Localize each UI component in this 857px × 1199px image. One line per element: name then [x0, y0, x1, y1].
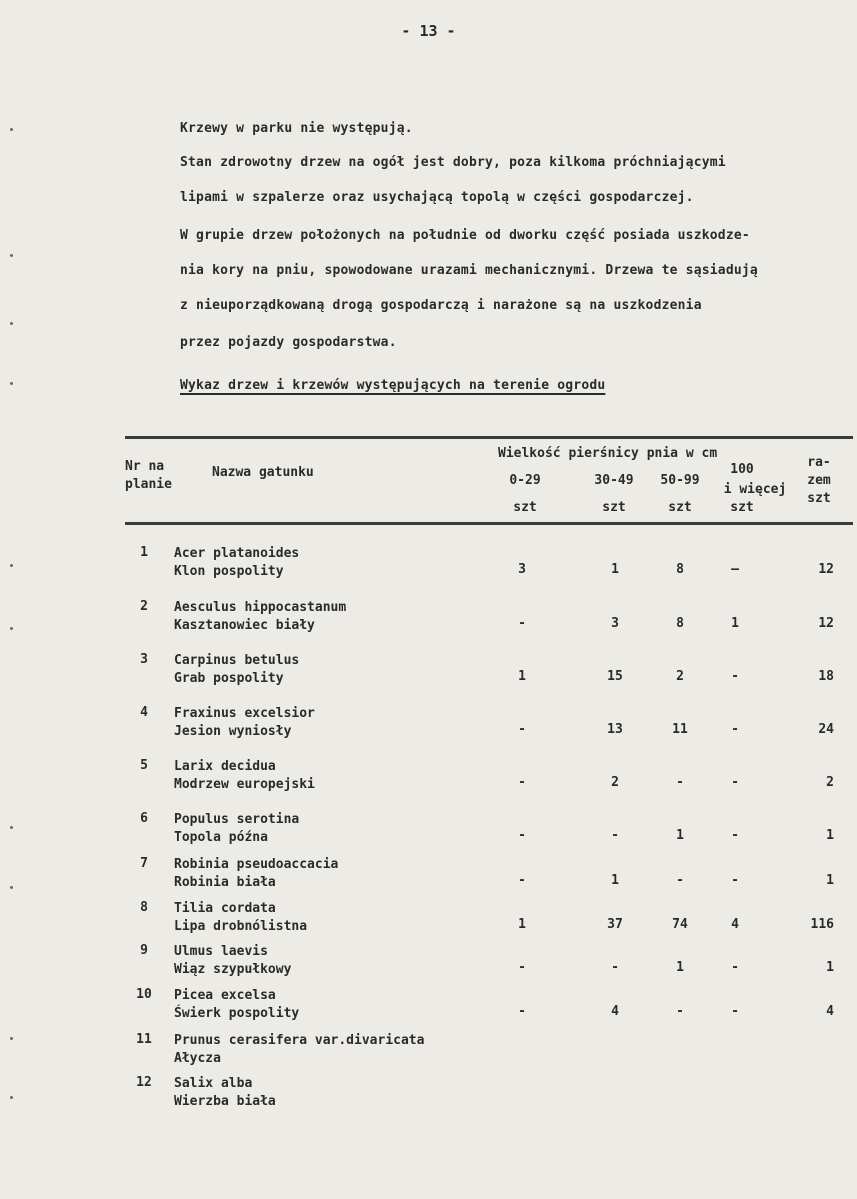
- count-cell: 2: [676, 669, 684, 684]
- latin-name: Larix decidua: [174, 759, 276, 774]
- count-cell: 1: [611, 562, 619, 577]
- count-cell: 13: [607, 722, 623, 737]
- count-cell: -: [731, 722, 739, 737]
- latin-name: Aesculus hippocastanum: [174, 600, 347, 615]
- polish-name: Kasztanowiec biały: [174, 618, 315, 633]
- total-cell: 1: [826, 873, 834, 888]
- margin-mark: [10, 322, 13, 325]
- polish-name: Topola późna: [174, 830, 268, 845]
- latin-name: Robinia pseudoaccacia: [174, 857, 339, 872]
- margin-mark: [10, 128, 13, 131]
- count-cell: -: [676, 775, 684, 790]
- count-cell: -: [731, 775, 739, 790]
- total-cell: 116: [810, 917, 834, 932]
- count-cell: 1: [518, 917, 526, 932]
- species-name: [174, 758, 315, 794]
- table-title: Wykaz drzew i krzewów występujących na terenie ogrodu: [180, 378, 606, 393]
- species-name: [174, 943, 291, 979]
- polish-name: Świerk pospolity: [174, 1006, 300, 1021]
- total-cell: 12: [818, 616, 834, 631]
- row-number: 9: [140, 943, 148, 958]
- species-name: [174, 900, 307, 936]
- polish-name: Grab pospolity: [174, 671, 284, 686]
- species-name: [174, 987, 299, 1023]
- paragraph-line: nia kory na pniu, spowodowane urazami mechanicznymi. Drzewa te sąsiadują: [180, 263, 758, 278]
- latin-name: Acer platanoides: [174, 546, 300, 561]
- count-cell: -: [611, 960, 619, 975]
- latin-name: Fraxinus excelsior: [174, 706, 315, 721]
- paragraph-line: Stan zdrowotny drzew na ogół jest dobry, poza kilkoma próchniającymi: [180, 155, 726, 170]
- row-number: 5: [140, 758, 148, 773]
- paragraph-line: z nieuporządkowaną drogą gospodarczą i narażone są na uszkodzenia: [180, 298, 702, 313]
- species-name: [174, 1075, 276, 1111]
- row-number: 7: [140, 856, 148, 871]
- polish-name: Wiąz szypułkowy: [174, 962, 292, 977]
- total-cell: 4: [826, 1004, 834, 1019]
- count-cell: 1: [611, 873, 619, 888]
- header-unit: szt: [668, 500, 692, 515]
- latin-name: Ulmus laevis: [174, 944, 268, 959]
- count-cell: -: [518, 873, 526, 888]
- count-cell: -: [518, 960, 526, 975]
- header-total: ra-: [807, 455, 831, 470]
- count-cell: 8: [676, 616, 684, 631]
- count-cell: -: [731, 960, 739, 975]
- row-number: 12: [136, 1075, 152, 1090]
- species-name: [174, 856, 338, 892]
- count-cell: 1: [518, 669, 526, 684]
- total-cell: 24: [818, 722, 834, 737]
- count-cell: -: [731, 828, 739, 843]
- count-cell: 4: [731, 917, 739, 932]
- paragraph-line: W grupie drzew położonych na południe od dworku część posiada uszkodze-: [180, 228, 750, 243]
- header-col-3: 50-99: [660, 473, 700, 488]
- header-total: szt: [807, 491, 831, 506]
- count-cell: -: [518, 828, 526, 843]
- count-cell: 1: [676, 960, 684, 975]
- count-cell: -: [518, 1004, 526, 1019]
- latin-name: Tilia cordata: [174, 901, 276, 916]
- row-number: 8: [140, 900, 148, 915]
- latin-name: Carpinus betulus: [174, 653, 300, 668]
- count-cell: 15: [607, 669, 623, 684]
- header-unit: szt: [602, 500, 626, 515]
- margin-mark: [10, 627, 13, 630]
- margin-mark: [10, 826, 13, 829]
- total-cell: 1: [826, 828, 834, 843]
- table-header-rule: [125, 522, 853, 525]
- polish-name: Modrzew europejski: [174, 777, 315, 792]
- species-name: [174, 599, 346, 635]
- row-number: 6: [140, 811, 148, 826]
- count-cell: -: [676, 1004, 684, 1019]
- page-number: - 13 -: [401, 22, 456, 40]
- row-number: 10: [136, 987, 152, 1002]
- polish-name: Wierzba biała: [174, 1094, 276, 1109]
- header-nr: planie: [125, 477, 172, 492]
- latin-name: Populus serotina: [174, 812, 300, 827]
- count-cell: -: [731, 1004, 739, 1019]
- header-col-4: 100: [730, 462, 754, 477]
- row-number: 2: [140, 599, 148, 614]
- header-unit: szt: [730, 500, 754, 515]
- count-cell: 8: [676, 562, 684, 577]
- count-cell: -: [731, 873, 739, 888]
- paragraph-line: Krzewy w parku nie występują.: [180, 121, 413, 136]
- latin-name: Salix alba: [174, 1076, 253, 1091]
- polish-name: Robinia biała: [174, 875, 276, 890]
- latin-name: Prunus cerasifera var.divaricata: [174, 1033, 425, 1048]
- total-cell: 2: [826, 775, 834, 790]
- count-cell: 1: [731, 616, 739, 631]
- count-cell: -: [518, 616, 526, 631]
- row-number: 1: [140, 545, 148, 560]
- header-unit: szt: [513, 500, 537, 515]
- count-cell: -: [611, 828, 619, 843]
- margin-mark: [10, 886, 13, 889]
- species-name: [174, 811, 299, 847]
- margin-mark: [10, 1037, 13, 1040]
- count-cell: 3: [518, 562, 526, 577]
- row-number: 4: [140, 705, 148, 720]
- total-cell: 12: [818, 562, 834, 577]
- polish-name: Klon pospolity: [174, 564, 284, 579]
- count-cell: -: [518, 722, 526, 737]
- latin-name: Picea excelsa: [174, 988, 276, 1003]
- count-cell: 1: [676, 828, 684, 843]
- count-cell: 4: [611, 1004, 619, 1019]
- header-total: zem: [807, 473, 831, 488]
- total-cell: 18: [818, 669, 834, 684]
- row-number: 3: [140, 652, 148, 667]
- count-cell: 3: [611, 616, 619, 631]
- row-number: 11: [136, 1032, 152, 1047]
- count-cell: -: [518, 775, 526, 790]
- species-name: [174, 705, 315, 741]
- total-cell: 1: [826, 960, 834, 975]
- paragraph-line: przez pojazdy gospodarstwa.: [180, 335, 397, 350]
- count-cell: –: [731, 562, 739, 577]
- count-cell: 74: [672, 917, 688, 932]
- count-cell: -: [731, 669, 739, 684]
- polish-name: Jesion wyniosły: [174, 724, 292, 739]
- polish-name: Ałycza: [174, 1051, 221, 1066]
- header-size-group: Wielkość pierśnicy pnia w cm: [498, 446, 718, 461]
- species-name: [174, 545, 299, 581]
- species-name: [174, 652, 299, 688]
- header-col-4: i więcej: [723, 482, 787, 497]
- polish-name: Lipa drobnólistna: [174, 919, 308, 934]
- margin-mark: [10, 1096, 13, 1099]
- header-col-2: 30-49: [594, 473, 634, 488]
- header-nr: Nr na: [125, 459, 165, 474]
- margin-mark: [10, 564, 13, 567]
- margin-mark: [10, 254, 13, 257]
- count-cell: -: [676, 873, 684, 888]
- species-name: [174, 1032, 424, 1068]
- header-name: Nazwa gatunku: [212, 465, 314, 480]
- margin-mark: [10, 382, 13, 385]
- header-col-1: 0-29: [509, 473, 541, 488]
- count-cell: 2: [611, 775, 619, 790]
- table-top-rule: [125, 436, 853, 439]
- count-cell: 11: [672, 722, 688, 737]
- paragraph-line: lipami w szpalerze oraz usychającą topolą w części gospodarczej.: [180, 190, 694, 205]
- count-cell: 37: [607, 917, 623, 932]
